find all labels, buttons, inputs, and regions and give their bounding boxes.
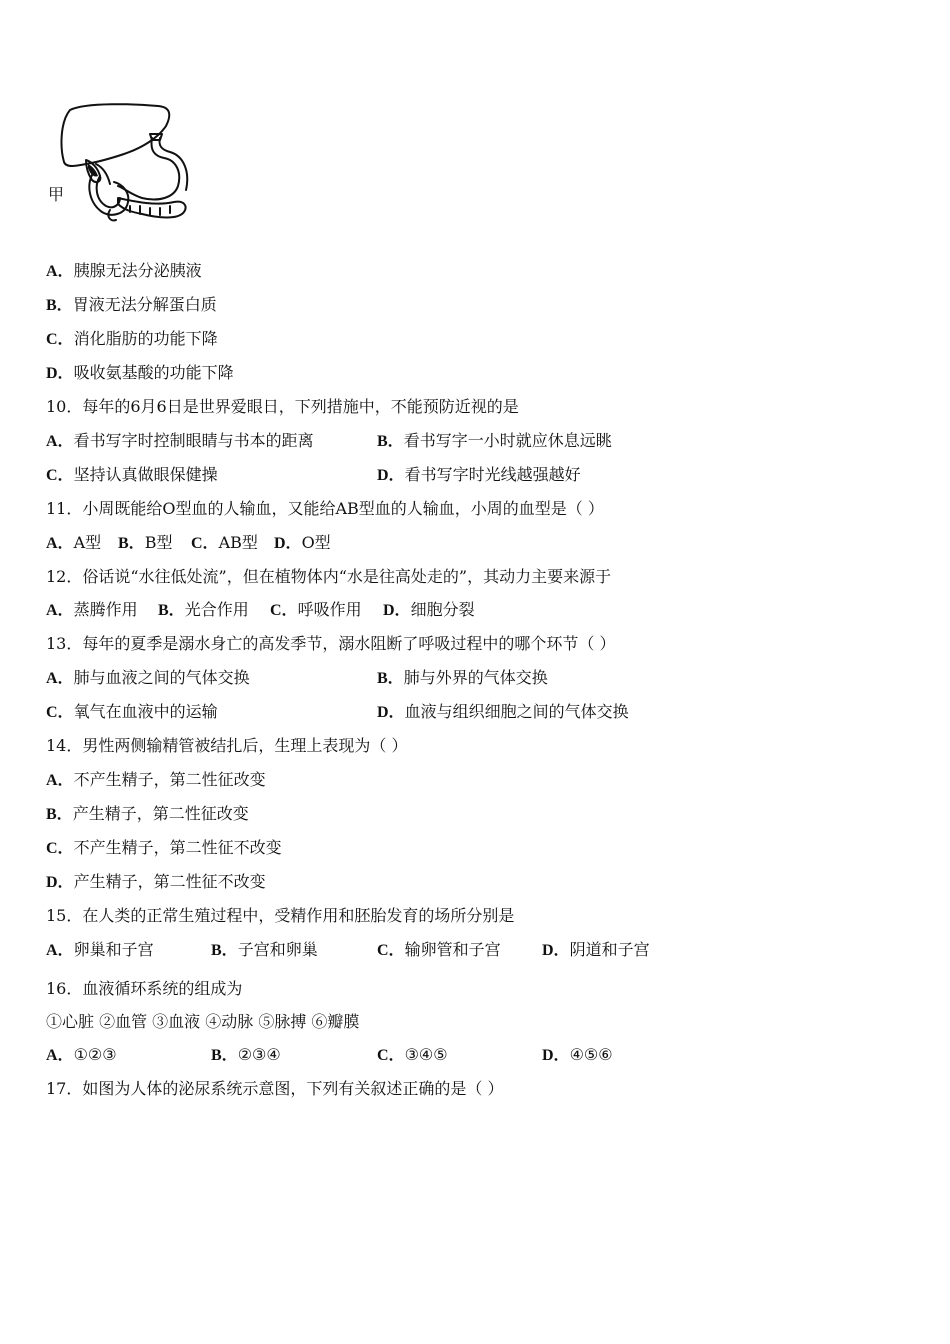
q11-option-d[interactable] (274, 533, 331, 554)
option-text: ②③④ (237, 1045, 281, 1064)
option-text: 氧气在血液中的运输 (73, 702, 218, 721)
option-letter: A． (46, 772, 74, 789)
option-text: 肺与外界的气体交换 (403, 668, 548, 687)
option-letter: D． (377, 467, 405, 484)
option-text: 光合作用 (184, 600, 249, 619)
q12-option-d[interactable] (383, 600, 475, 621)
option-letter: A． (46, 263, 74, 280)
q16-option-a[interactable] (46, 1045, 117, 1066)
option-text: ④⑤⑥ (569, 1045, 613, 1064)
option-letter: A． (46, 433, 74, 450)
option-text: 卵巢和子宫 (73, 940, 154, 959)
option-letter: A． (46, 1047, 74, 1064)
option-text: 消化脂肪的功能下降 (73, 329, 218, 348)
option-letter: D． (274, 535, 302, 552)
option-letter: B． (118, 535, 145, 552)
option-text: 坚持认真做眼保健操 (73, 465, 218, 484)
q14-option-b[interactable] (46, 804, 249, 825)
q13-option-d[interactable] (377, 702, 629, 723)
q16-option-d[interactable] (542, 1045, 613, 1066)
q11-stem: 11．小周既能给O型血的人输血，又能给AB型血的人输血，小周的血型是（ ） (46, 499, 604, 518)
option-letter: D． (542, 942, 570, 959)
option-text: 蒸腾作用 (73, 600, 138, 619)
q16-stem: 16．血液循环系统的组成为 (46, 979, 243, 998)
q13-option-a[interactable] (46, 668, 250, 689)
option-text: 看书写字时光线越强越好 (404, 465, 581, 484)
option-letter: D． (383, 602, 411, 619)
option-text: 输卵管和子宫 (404, 940, 501, 959)
option-text: 不产生精子，第二性征不改变 (73, 838, 282, 857)
option-letter: D． (542, 1047, 570, 1064)
digestive-system-figure (46, 98, 196, 228)
option-text: ③④⑤ (404, 1045, 448, 1064)
q16-option-c[interactable] (377, 1045, 448, 1066)
option-text: B型 (144, 533, 173, 552)
q16-items: ①心脏 ②血管 ③血液 ④动脉 ⑤脉搏 ⑥瓣膜 (46, 1012, 360, 1031)
option-letter: C． (46, 840, 74, 857)
option-letter: C． (191, 535, 219, 552)
q12-option-c[interactable] (270, 600, 362, 621)
q10-option-c[interactable] (46, 465, 218, 486)
option-text: 胰腺无法分泌胰液 (73, 261, 202, 280)
q9-option-a[interactable] (46, 261, 202, 282)
option-letter: C． (46, 331, 74, 348)
q15-stem: 15．在人类的正常生殖过程中，受精作用和胚胎发育的场所分别是 (46, 906, 515, 925)
q17-stem: 17．如图为人体的泌尿系统示意图，下列有关叙述正确的是（ ） (46, 1079, 504, 1098)
option-letter: D． (377, 704, 405, 721)
q12-stem: 12．俗话说“水往低处流”，但在植物体内“水是往高处走的”，其动力主要来源于 (46, 567, 612, 586)
option-text: 呼吸作用 (297, 600, 362, 619)
option-text: 不产生精子，第二性征改变 (73, 770, 266, 789)
q11-option-c[interactable] (191, 533, 258, 554)
option-text: 子宫和卵巢 (237, 940, 318, 959)
q9-option-d[interactable] (46, 363, 234, 384)
option-text: 胃液无法分解蛋白质 (72, 295, 217, 314)
option-letter: B． (46, 297, 73, 314)
option-text: 肺与血液之间的气体交换 (73, 668, 250, 687)
q10-option-b[interactable] (377, 431, 612, 452)
option-text: 阴道和子宫 (569, 940, 650, 959)
option-text: AB型 (218, 533, 258, 552)
option-letter: B． (377, 670, 404, 687)
digestive-organs-drawing (46, 98, 196, 228)
option-text: 血液与组织细胞之间的气体交换 (404, 702, 629, 721)
option-text: 产生精子，第二性征改变 (72, 804, 249, 823)
option-letter: B． (211, 1047, 238, 1064)
q10-option-d[interactable] (377, 465, 581, 486)
q14-option-c[interactable] (46, 838, 282, 859)
q11-option-a[interactable] (46, 533, 101, 554)
option-text: 看书写字一小时就应休息远眺 (403, 431, 612, 450)
option-letter: A． (46, 670, 74, 687)
option-letter: A． (46, 942, 74, 959)
q15-option-b[interactable] (211, 940, 318, 961)
q13-stem: 13．每年的夏季是溺水身亡的高发季节，溺水阻断了呼吸过程中的哪个环节（ ） (46, 634, 616, 653)
q12-option-a[interactable] (46, 600, 138, 621)
option-letter: D． (46, 365, 74, 382)
option-text: O型 (301, 533, 331, 552)
option-letter: C． (377, 942, 405, 959)
q14-option-a[interactable] (46, 770, 266, 791)
q15-option-c[interactable] (377, 940, 501, 961)
option-text: 吸收氨基酸的功能下降 (73, 363, 234, 382)
q11-option-b[interactable] (118, 533, 172, 554)
q9-option-c[interactable] (46, 329, 218, 350)
option-text: 细胞分裂 (410, 600, 475, 619)
option-text: 看书写字时控制眼睛与书本的距离 (73, 431, 314, 450)
option-letter: C． (46, 704, 74, 721)
option-text: 产生精子，第二性征不改变 (73, 872, 266, 891)
option-text: ①②③ (73, 1045, 117, 1064)
option-text: A型 (73, 533, 102, 552)
q15-option-a[interactable] (46, 940, 154, 961)
q14-option-d[interactable] (46, 872, 266, 893)
q12-option-b[interactable] (158, 600, 249, 621)
q10-stem: 10．每年的6月6日是世界爱眼日，下列措施中，不能预防近视的是 (46, 397, 519, 416)
q13-option-b[interactable] (377, 668, 548, 689)
option-letter: D． (46, 874, 74, 891)
option-letter: A． (46, 535, 74, 552)
option-letter: B． (158, 602, 185, 619)
figure-label: 甲 (48, 185, 65, 204)
option-letter: B． (377, 433, 404, 450)
q13-option-c[interactable] (46, 702, 218, 723)
q14-stem: 14．男性两侧输精管被结扎后，生理上表现为（ ） (46, 736, 408, 755)
q16-option-b[interactable] (211, 1045, 281, 1066)
option-letter: C． (377, 1047, 405, 1064)
option-letter: B． (46, 806, 73, 823)
option-letter: C． (270, 602, 298, 619)
q9-option-b[interactable] (46, 295, 217, 316)
option-letter: C． (46, 467, 74, 484)
q10-option-a[interactable] (46, 431, 314, 452)
option-letter: B． (211, 942, 238, 959)
q15-option-d[interactable] (542, 940, 650, 961)
option-letter: A． (46, 602, 74, 619)
